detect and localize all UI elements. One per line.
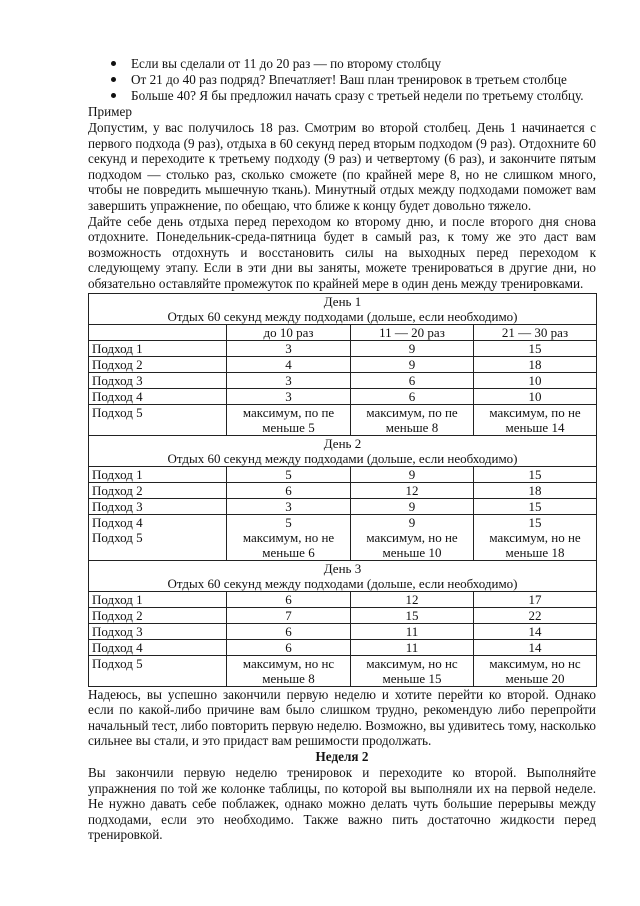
rest-row — [89, 576, 597, 592]
table-cell: 3 — [227, 340, 351, 356]
column-header — [89, 324, 227, 340]
after-table-paragraph: Надеюсь, вы успешно закончили первую неделю и хотите перейти ко второй. Однако если по какой-либо причине вам было слишком трудно, рекомендую либо перепройти начальный тест, либо повторить первую неделю. Возможно, вы удивитесь тому, насколько сильнее вы стали, и это придаст вам решимости продолжать. — [88, 686, 596, 749]
table-cell: 15 — [474, 514, 597, 530]
table-cell: 11 — [351, 639, 474, 655]
table-cell: 14 — [474, 623, 597, 639]
table-cell: 6 — [227, 623, 351, 639]
table-cell: 6 — [227, 639, 351, 655]
table-cell — [351, 530, 474, 561]
table-cell: 6 — [227, 591, 351, 607]
set-label: Подход 5 — [89, 655, 227, 686]
table-cell: 6 — [351, 372, 474, 388]
table-row — [89, 655, 597, 686]
table-cell — [227, 530, 351, 561]
table-row — [89, 356, 597, 372]
cell-line: максимум, но не — [489, 529, 581, 545]
table-cell — [351, 404, 474, 435]
cell-line: максимум, по не — [489, 404, 581, 420]
cell-line: максимум, по пе — [366, 404, 458, 420]
cell-line: максимум, но не — [366, 529, 458, 545]
table-cell: 5 — [227, 466, 351, 482]
table-cell — [351, 655, 474, 686]
set-label: Подход 2 — [89, 356, 227, 372]
table-cell — [227, 655, 351, 686]
bullet-item — [88, 72, 596, 88]
table-cell: 6 — [227, 482, 351, 498]
example-paragraph: Допустим, у вас получилось 18 раз. Смотрим во второй столбец. День 1 начинается с первого подхода (9 раз), отдыха в 60 секунд перед вторым подходом (9 раз). Отдохните 60 секунд и переходите к третьему подходу (9 раз) и четвертому (6 раз), и закончите пятым подходом — столько раз, сколько сможете (по крайней мере 8, но не слишком много, чтобы не повредить мышечную ткань). Минутный отдых между подходами поможет вам завершить упражнение, по обещаю, что ближе к концу будет довольно тяжело. — [88, 120, 596, 213]
table-cell: 12 — [351, 591, 474, 607]
set-label: Подход 5 — [89, 404, 227, 435]
table-cell: 4 — [227, 356, 351, 372]
table-cell: 12 — [351, 482, 474, 498]
rest-paragraph: Дайте себе день отдыха перед переходом ко второму дню, и после второго дня снова отдохните. Понедельник-среда-пятница будет в самый раз, к тому же это даст вам возможность отдохнуть и восстановить силы на выходных перед переходом к следующему этапу. Если в эти дни вы заняты, можете тренироваться в другие дни, но обязательно оставляйте промежуток по крайней мере в один день между тренировками. — [88, 213, 596, 291]
table-cell: 3 — [227, 372, 351, 388]
table-row — [89, 388, 597, 404]
set-label: Подход 2 — [89, 607, 227, 623]
set-label: Подход 1 — [89, 466, 227, 482]
table-row — [89, 530, 597, 561]
table-cell: 15 — [351, 607, 474, 623]
set-label: Подход 3 — [89, 623, 227, 639]
table-cell: 9 — [351, 466, 474, 482]
table-row — [89, 340, 597, 356]
cell-line: меньше 6 — [262, 544, 315, 560]
cell-line: меньше 8 — [385, 419, 439, 435]
column-header-row — [89, 324, 597, 340]
table-row — [89, 498, 597, 514]
bullet-dot-icon — [111, 93, 116, 98]
set-label: Подход 4 — [89, 514, 227, 530]
day-title: День 2 — [89, 435, 597, 451]
table-cell: 18 — [474, 482, 597, 498]
table-cell: 11 — [351, 623, 474, 639]
set-label: Подход 3 — [89, 498, 227, 514]
rest-note: Отдых 60 секунд между подходами (дольше, если необходимо) — [89, 576, 597, 592]
document-page — [88, 56, 596, 843]
cell-line: меньше 10 — [382, 544, 442, 560]
table-row — [89, 623, 597, 639]
cell-line: меньше 15 — [382, 670, 442, 686]
day-title-row — [89, 560, 597, 576]
table-row — [89, 482, 597, 498]
cell-line: меньше 8 — [262, 670, 315, 686]
bullet-dot-icon — [111, 61, 116, 66]
table-row — [89, 607, 597, 623]
table-row — [89, 372, 597, 388]
bullet-text: Если вы сделали от 11 до 20 раз — по второму столбцу — [131, 56, 442, 71]
day-title-row — [89, 293, 597, 309]
table-cell: 14 — [474, 639, 597, 655]
table-row — [89, 514, 597, 530]
column-header: 21 — 30 раз — [474, 324, 597, 340]
table-cell: 7 — [227, 607, 351, 623]
table-cell: 15 — [474, 466, 597, 482]
table-cell: 3 — [227, 498, 351, 514]
bullet-dot-icon — [111, 77, 116, 82]
set-label: Подход 2 — [89, 482, 227, 498]
day-title: День 3 — [89, 560, 597, 576]
column-header: 11 — 20 раз — [351, 324, 474, 340]
rest-note: Отдых 60 секунд между подходами (дольше, если необходимо) — [89, 451, 597, 467]
table-row — [89, 404, 597, 435]
table-cell: 18 — [474, 356, 597, 372]
table-cell: 15 — [474, 340, 597, 356]
cell-line: меньше 18 — [505, 544, 565, 560]
cell-line: максимум, но нс — [242, 655, 335, 671]
table-cell: 22 — [474, 607, 597, 623]
rest-row — [89, 451, 597, 467]
day-title-row — [89, 435, 597, 451]
example-heading: Пример — [88, 104, 132, 119]
table-cell: 17 — [474, 591, 597, 607]
table-cell: 3 — [227, 388, 351, 404]
table-cell: 10 — [474, 372, 597, 388]
table-cell: 9 — [351, 340, 474, 356]
bullet-text: От 21 до 40 раз подряд? Впечатляет! Ваш план тренировок в третьем столбце — [131, 72, 567, 87]
cell-line: меньше 14 — [505, 419, 565, 435]
table-cell — [227, 404, 351, 435]
cell-line: меньше 5 — [262, 419, 315, 435]
table-row — [89, 591, 597, 607]
table-cell: 9 — [351, 514, 474, 530]
table-cell: 9 — [351, 498, 474, 514]
table-cell: 15 — [474, 498, 597, 514]
table-row — [89, 639, 597, 655]
bullet-item — [88, 56, 596, 72]
table-cell: 5 — [227, 514, 351, 530]
day-title: День 1 — [89, 293, 597, 309]
table-cell: 10 — [474, 388, 597, 404]
rest-note: Отдых 60 секунд между подходами (дольше, если необходимо) — [89, 309, 597, 325]
table-cell — [474, 655, 597, 686]
cell-line: меньше 20 — [505, 670, 565, 686]
column-header: до 10 раз — [227, 324, 351, 340]
bullet-list — [88, 56, 596, 104]
bullet-text: Больше 40? Я бы предложил начать сразу с третьей недели по третьему столбцу. — [131, 88, 584, 103]
week-2-heading: Неделя 2 — [315, 748, 369, 764]
cell-line: максимум, но не — [242, 529, 335, 545]
set-label: Подход 1 — [89, 591, 227, 607]
training-table — [88, 293, 597, 687]
set-label: Подход 4 — [89, 388, 227, 404]
cell-line: максимум, но нс — [366, 655, 458, 671]
table-cell: 6 — [351, 388, 474, 404]
set-label: Подход 1 — [89, 340, 227, 356]
table-cell — [474, 530, 597, 561]
bullet-item — [88, 88, 596, 104]
set-label: Подход 3 — [89, 372, 227, 388]
table-cell: 9 — [351, 356, 474, 372]
set-label: Подход 4 — [89, 639, 227, 655]
cell-line: максимум, но нс — [489, 655, 581, 671]
cell-line: максимум, по пе — [242, 404, 335, 420]
set-label: Подход 5 — [89, 530, 227, 561]
table-row — [89, 466, 597, 482]
week-2-paragraph: Вы закончили первую неделю тренировок и переходите ко второй. Выполняйте упражнения по той же колонке таблицы, по которой вы выполняли их на первой неделе. Не нужно давать себе поблажек, однако можно делать чуть большие перерывы между подходами, если это необходимо. Также важно пить достаточно жидкости перед тренировкой. — [88, 764, 596, 843]
table-cell — [474, 404, 597, 435]
rest-row — [89, 309, 597, 325]
